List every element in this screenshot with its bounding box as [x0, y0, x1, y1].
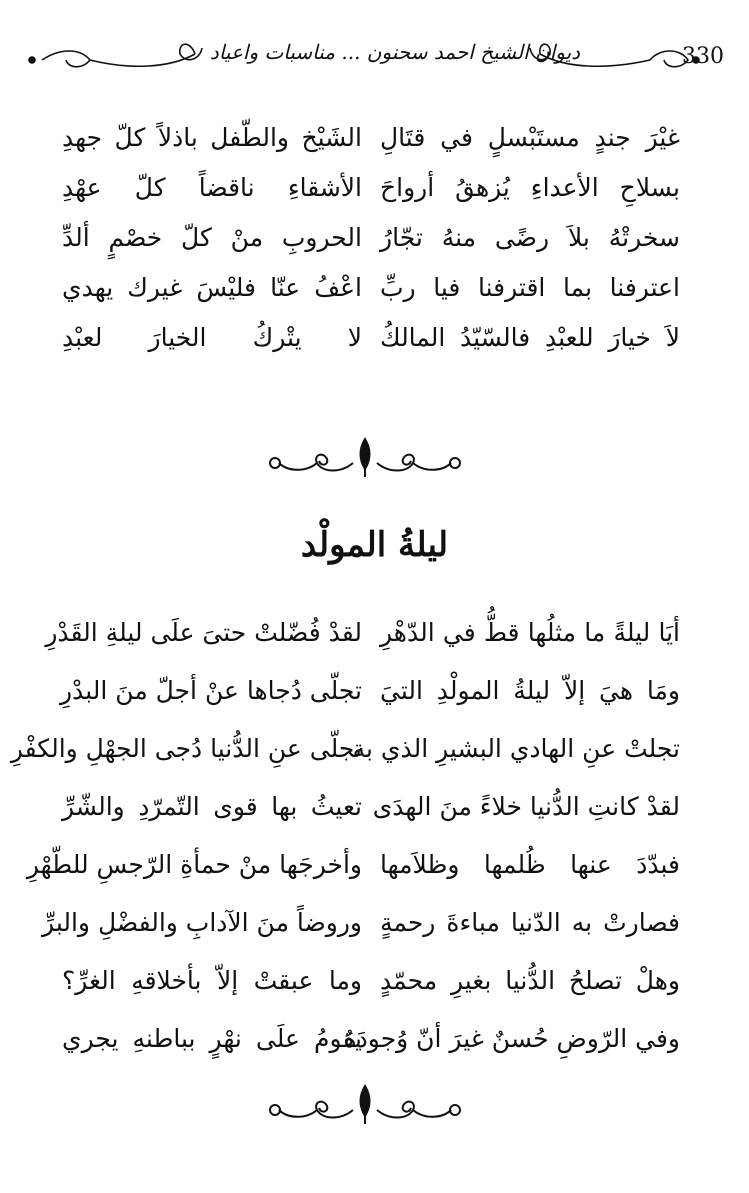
verse — [62, 1009, 680, 1067]
hemistich-first: فبدّدَ عنها ظُلمها وظلاَمها — [380, 849, 680, 879]
verse — [10, 719, 680, 777]
hemistich-second: لا يتْركُ الخيارَ لعبْدِ — [62, 322, 362, 352]
hemistich-second: تجلّى دُجاها عنْ أجلّ منَ البدْرِ — [60, 675, 362, 705]
verse — [45, 603, 680, 661]
verse — [62, 262, 680, 312]
running-title: ديوان الشيخ احمد سحنون ... مناسبات واعياد — [209, 40, 581, 64]
verse — [62, 951, 680, 1009]
hemistich-second: اعْفُ عنّا فليْسَ غيرك يهدي — [62, 272, 362, 302]
ornament-divider-icon — [265, 433, 465, 483]
hemistich-second: الحروبِ منْ كلّ خصْمٍ ألدِّ — [62, 222, 362, 252]
page-header — [20, 18, 732, 86]
stanza-1 — [62, 112, 680, 362]
verse — [42, 893, 680, 951]
verse — [62, 162, 680, 212]
verse — [62, 661, 680, 719]
verse — [62, 312, 680, 362]
hemistich-second: وروضاً منَ الآدابِ والفضْلِ والبرِّ — [42, 907, 362, 937]
hemistich-first: سخرتْهُ بلاَ رضًى منهُ تجّارُ — [380, 222, 680, 252]
hemistich-first: وفي الرّوضِ حُسنٌ غيرَ أنّ وُجودَهُ — [343, 1023, 680, 1053]
hemistich-second: الشَيْخ والطّفل باذلاً كلّ جهدِ — [62, 122, 362, 152]
ornament-divider-icon — [265, 1080, 465, 1130]
hemistich-first: لقدْ كانتِ الدُّنيا خلاءً منَ الهدَى — [372, 791, 680, 821]
hemistich-first: بسلاحِ الأعداءِ يُزهقُ أرواحَ — [380, 172, 680, 202]
hemistich-first: ومَا هيَ إلاّ ليلةُ المولْدِ التيَ — [380, 675, 680, 705]
hemistich-second: وأخرجَها منْ حمأةِ الرّجسِ للطّهْرِ — [26, 849, 362, 879]
hemistich-second: يقومُ علَى نهْرٍ بباطنهِ يجري — [62, 1023, 362, 1053]
hemistich-second: الأشقاءِ ناقضاً كلّ عهْدِ — [62, 172, 362, 202]
poem-title: ليلةُ المولْد — [300, 525, 449, 565]
verse — [62, 212, 680, 262]
verse — [62, 112, 680, 162]
hemistich-second: وما عبقتْ إلاّ بأخلاقهِ الغرِّ؟ — [62, 965, 362, 995]
stanza-2 — [10, 603, 680, 1067]
hemistich-first: لاَ خيارَ للعبْدِ فالسّيّدُ المالكُ — [380, 322, 680, 352]
hemistich-second: لقدْ فُضّلتْ حتىَ علَى ليلةِ القَدْرِ — [45, 617, 362, 647]
hemistich-first: تجلتْ عنِ الهادي البشيرِ الذي به — [352, 733, 680, 763]
page-number: 330 — [682, 44, 724, 69]
verse — [62, 777, 680, 835]
hemistich-second: تعيثُ بها قوى التّمرّدِ والشّرِّ — [62, 791, 362, 821]
hemistich-second: تجلّى عنِ الدُّنيا دُجى الجهْلِ والكفْرِ — [10, 733, 362, 763]
hemistich-first: أيَا ليلةً ما مثلُها قطُّ في الدّهْرِ — [380, 617, 680, 647]
hemistich-first: فصارتْ به الدّنيا مباءةَ رحمةٍ — [380, 907, 680, 937]
hemistich-first: غيْرَ جندٍ مستَبْسلٍ في قتَالِ — [380, 122, 680, 152]
verse — [26, 835, 680, 893]
hemistich-first: وهلْ تصلحُ الدُّنيا بغيرِ محمّدٍ — [380, 965, 680, 995]
hemistich-first: اعترفنا بما اقترفنا فيا ربِّ — [380, 272, 680, 302]
